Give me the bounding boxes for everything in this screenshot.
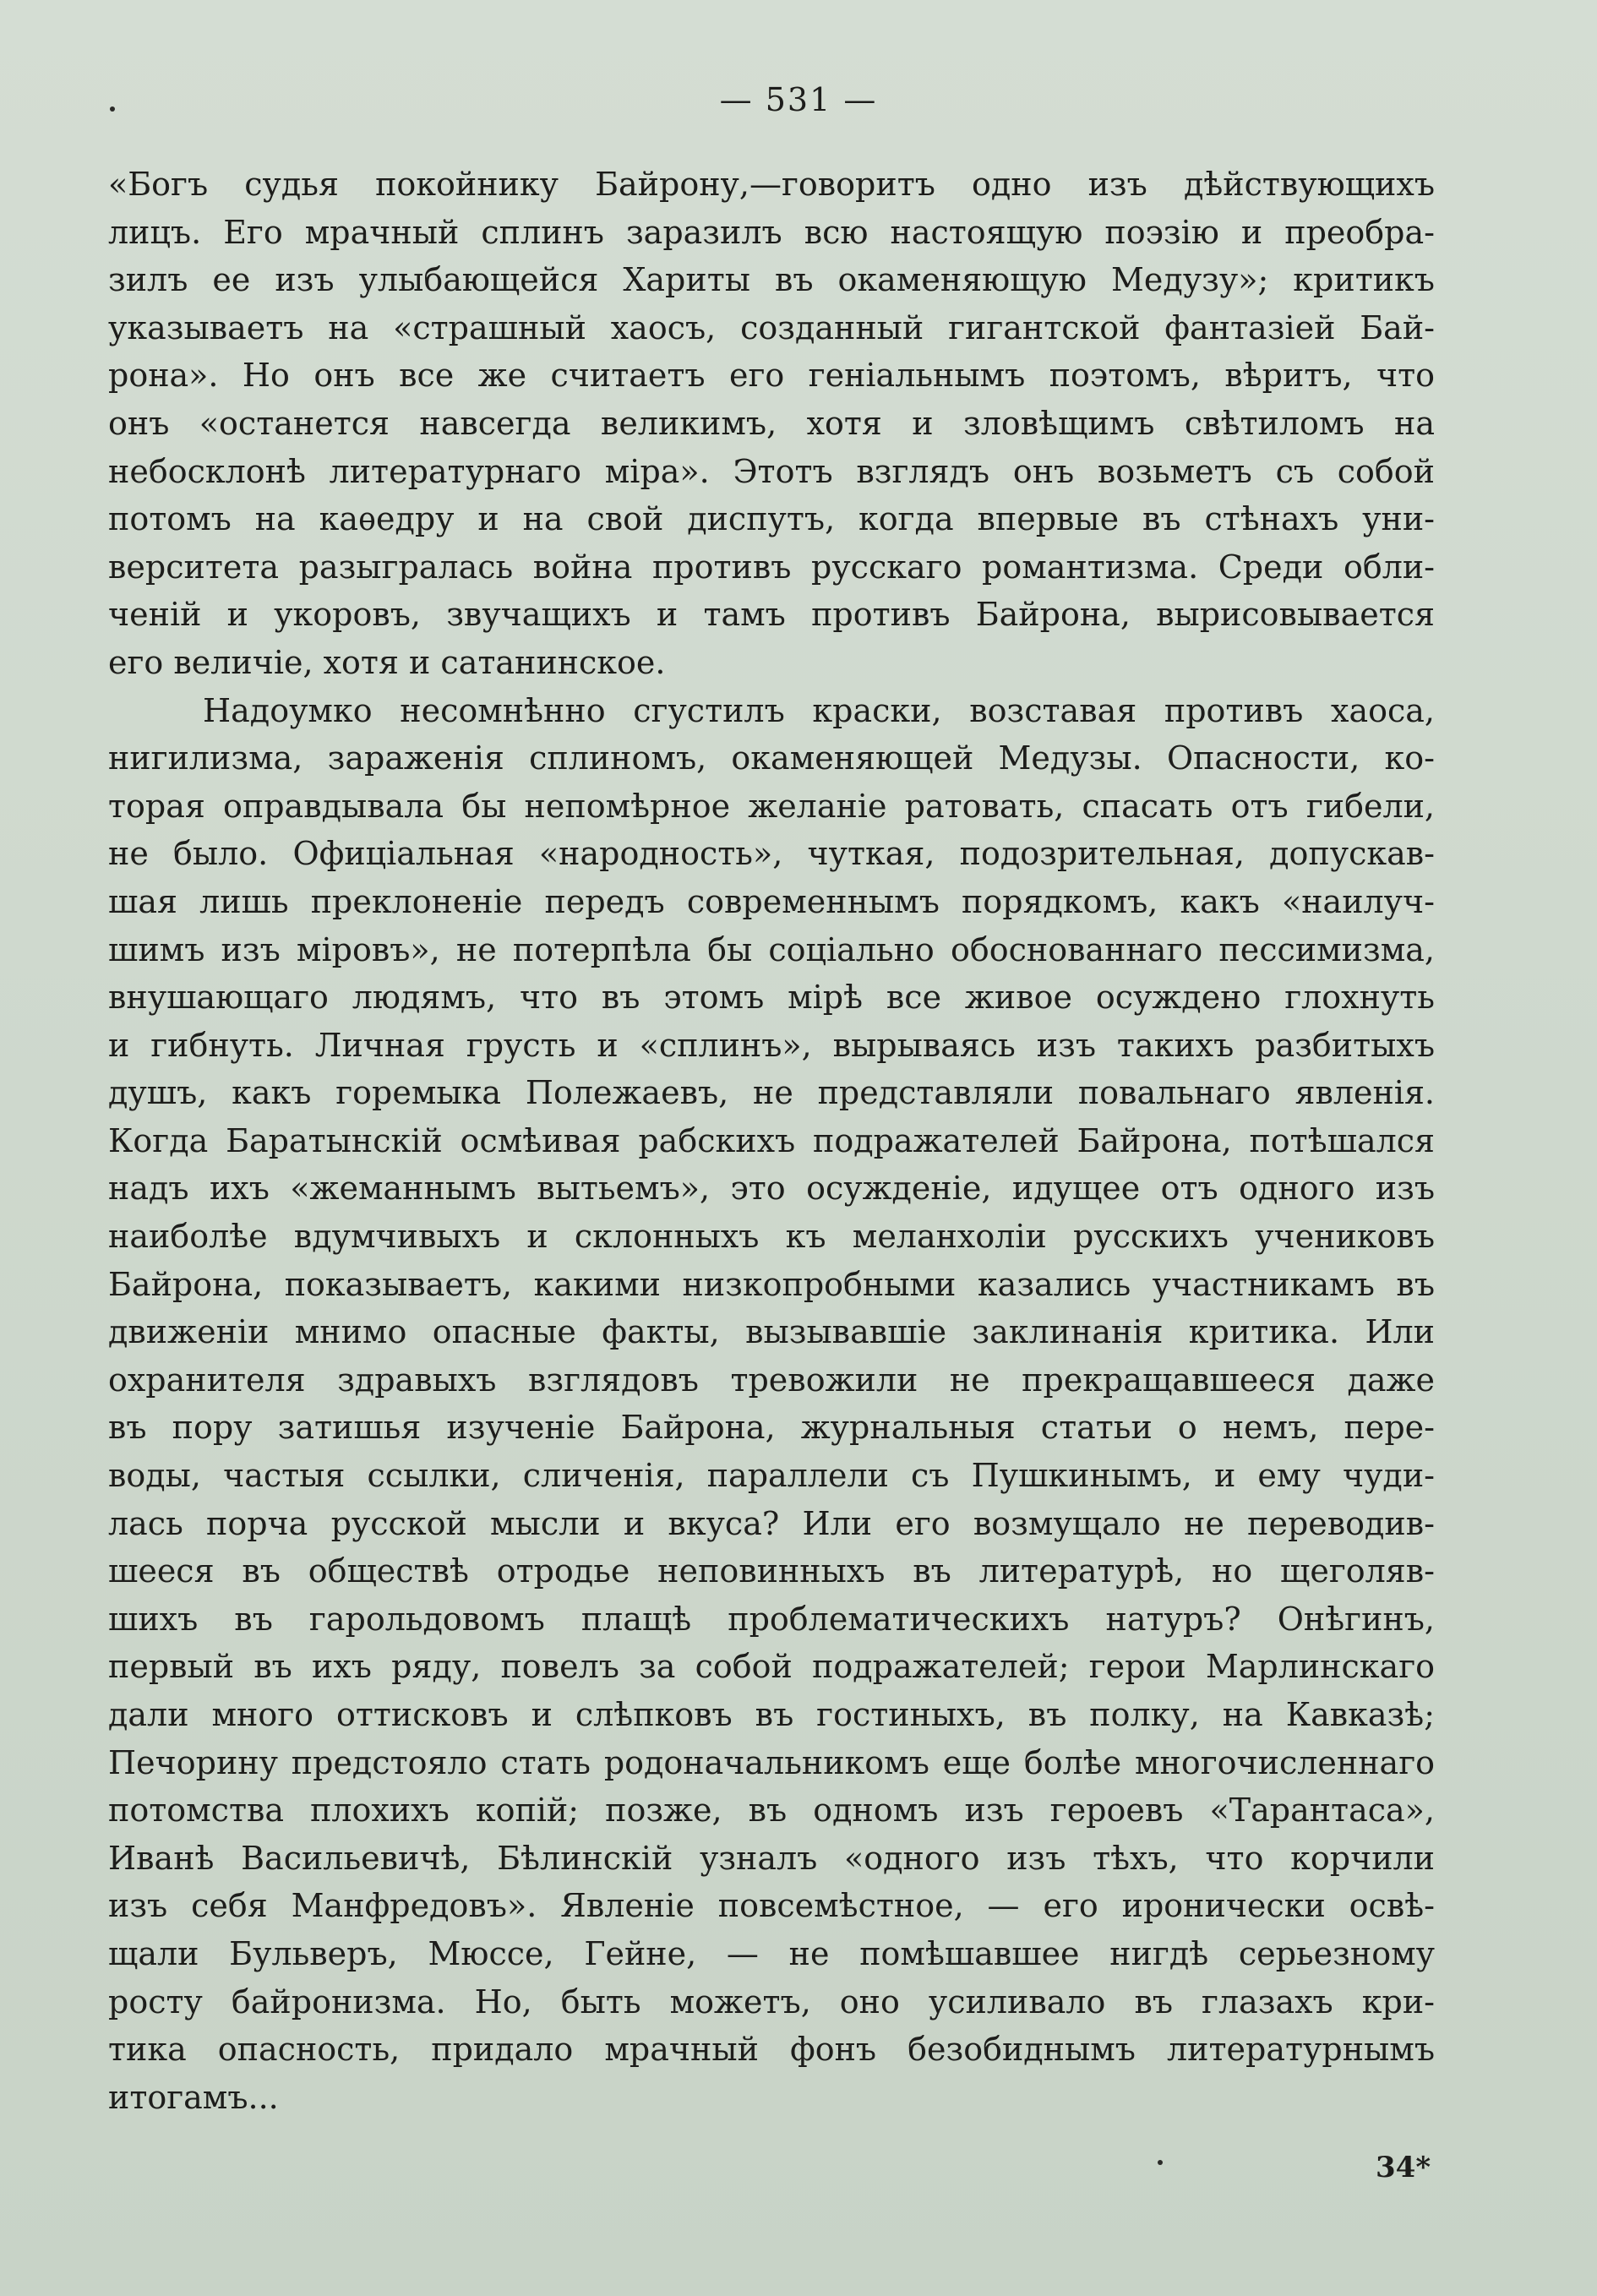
text-line: его величіе, хотя и сатанинское. <box>108 643 666 681</box>
text-line: шимъ изъ міровъ», не потерпѣла бы соціально обоснованнаго пессимизма, <box>108 930 1435 968</box>
text-line: лась порча русской мысли и вкуса? Или его возмущало не переводив- <box>108 1504 1435 1542</box>
text-line: нигилизма, зараженія сплиномъ, окаменяющей Медузы. Опасности, ко- <box>108 739 1435 777</box>
text-line: внушающаго людямъ, что въ этомъ мірѣ все живое осуждено глохнуть <box>108 979 1435 1017</box>
text-line: потомъ на каѳедру и на свой диспутъ, когда впервые въ стѣнахъ уни- <box>108 500 1435 538</box>
text-line: наиболѣе вдумчивыхъ и склонныхъ къ меланхоліи русскихъ учениковъ <box>108 1218 1435 1256</box>
text-line: рона». Но онъ все же считаетъ его геніальнымъ поэтомъ, вѣритъ, что <box>108 357 1435 395</box>
text-line: Печорину предстояло стать родоначальникомъ еще болѣе многочисленнаго <box>108 1743 1435 1781</box>
text-line: тика опасность, придало мрачный фонъ безобиднымъ литературнымъ <box>108 2031 1435 2069</box>
print-speck <box>110 106 115 112</box>
text-line: потомства плохихъ копій; позже, въ одномъ изъ героевъ «Тарантаса», <box>108 1792 1435 1830</box>
text-line: Надоумко несомнѣнно сгустилъ краски, возставая противъ хаоса, <box>203 691 1435 729</box>
text-line: изъ себя Манфредовъ». Явленіе повсемѣстное, — его иронически освѣ- <box>108 1887 1435 1925</box>
text-line: ченій и укоровъ, звучащихъ и тамъ противъ Байрона, вырисовывается <box>108 596 1435 634</box>
text-line: охранителя здравыхъ взглядовъ тревожили не прекращавшееся даже <box>108 1361 1435 1399</box>
text-line: шая лишь преклоненіе передъ современнымъ порядкомъ, какъ «наилуч- <box>108 882 1435 920</box>
text-line: росту байронизма. Но, быть можетъ, оно усиливало въ глазахъ кри- <box>108 1982 1435 2021</box>
text-line: и гибнуть. Личная грусть и «сплинъ», вырываясь изъ такихъ разбитыхъ <box>108 1026 1435 1064</box>
text-line: дали много оттисковъ и слѣпковъ въ гостиныхъ, въ полку, на Кавказѣ; <box>108 1696 1435 1733</box>
text-line: шееся въ обществѣ отродье неповинныхъ въ литературѣ, но щеголяв- <box>108 1552 1435 1590</box>
text-line: лицъ. Его мрачный сплинъ заразилъ всю настоящую поэзію и преобра- <box>108 213 1435 251</box>
text-line: первый въ ихъ ряду, повелъ за собой подражателей; герои Марлинскаго <box>108 1648 1435 1686</box>
text-line: указываетъ на «страшный хаосъ, созданный гигантской фантазіей Бай- <box>108 308 1435 346</box>
text-line: Когда Баратынскій осмѣивая рабскихъ подражателей Байрона, потѣшался <box>108 1121 1435 1159</box>
paragraph-1 <box>108 161 1435 687</box>
text-line: душъ, какъ горемыка Полежаевъ, не представляли повальнаго явленія. <box>108 1074 1435 1112</box>
text-line: не было. Офиціальная «народность», чуткая, подозрительная, допускав- <box>108 835 1435 873</box>
text-line: Иванѣ Васильевичѣ, Бѣлинскій узналъ «одного изъ тѣхъ, что корчили <box>108 1839 1435 1877</box>
text-line: зилъ ее изъ улыбающейся Хариты въ окаменяющую Медузу»; критикъ <box>108 261 1435 299</box>
text-line: Байрона, показываетъ, какими низкопробными казались участникамъ въ <box>108 1265 1435 1303</box>
text-line: щали Бульверъ, Мюссе, Гейне, — не помѣшавшее нигдѣ серьезному <box>108 1934 1435 1972</box>
body-text <box>108 161 1435 2121</box>
print-speck <box>1158 2160 1163 2165</box>
text-line: воды, частыя ссылки, сличенія, параллели съ Пушкинымъ, и ему чуди- <box>108 1457 1435 1495</box>
text-line: торая оправдывала бы непомѣрное желаніе ратовать, спасать отъ гибели, <box>108 787 1435 825</box>
text-line: небосклонѣ литературнаго міра». Этотъ взглядъ онъ возьметъ съ собой <box>108 452 1435 490</box>
text-line: шихъ въ гарольдовомъ плащѣ проблематическихъ натуръ? Онѣгинъ, <box>108 1600 1435 1638</box>
text-line: онъ «останется навсегда великимъ, хотя и зловѣщимъ свѣтиломъ на <box>108 404 1435 442</box>
signature-mark: 34* <box>1376 2151 1431 2184</box>
text-line: «Богъ судья покойнику Байрону,—говоритъ одно изъ дѣйствующихъ <box>108 166 1435 203</box>
page-number: — 531 — <box>719 81 878 118</box>
text-line: надъ ихъ «жеманнымъ вытьемъ», это осужденіе, идущее отъ одного изъ <box>108 1170 1435 1208</box>
text-line: итогамъ... <box>108 2078 279 2116</box>
text-line: верситета разыгралась война противъ русскаго романтизма. Среди обли- <box>108 548 1435 586</box>
text-line: движеніи мнимо опасные факты, вызывавшіе заклинанія критика. Или <box>108 1313 1435 1351</box>
paragraph-2 <box>108 687 1435 2122</box>
text-line: въ пору затишья изученіе Байрона, журнальныя статьи о немъ, пере- <box>108 1409 1435 1447</box>
